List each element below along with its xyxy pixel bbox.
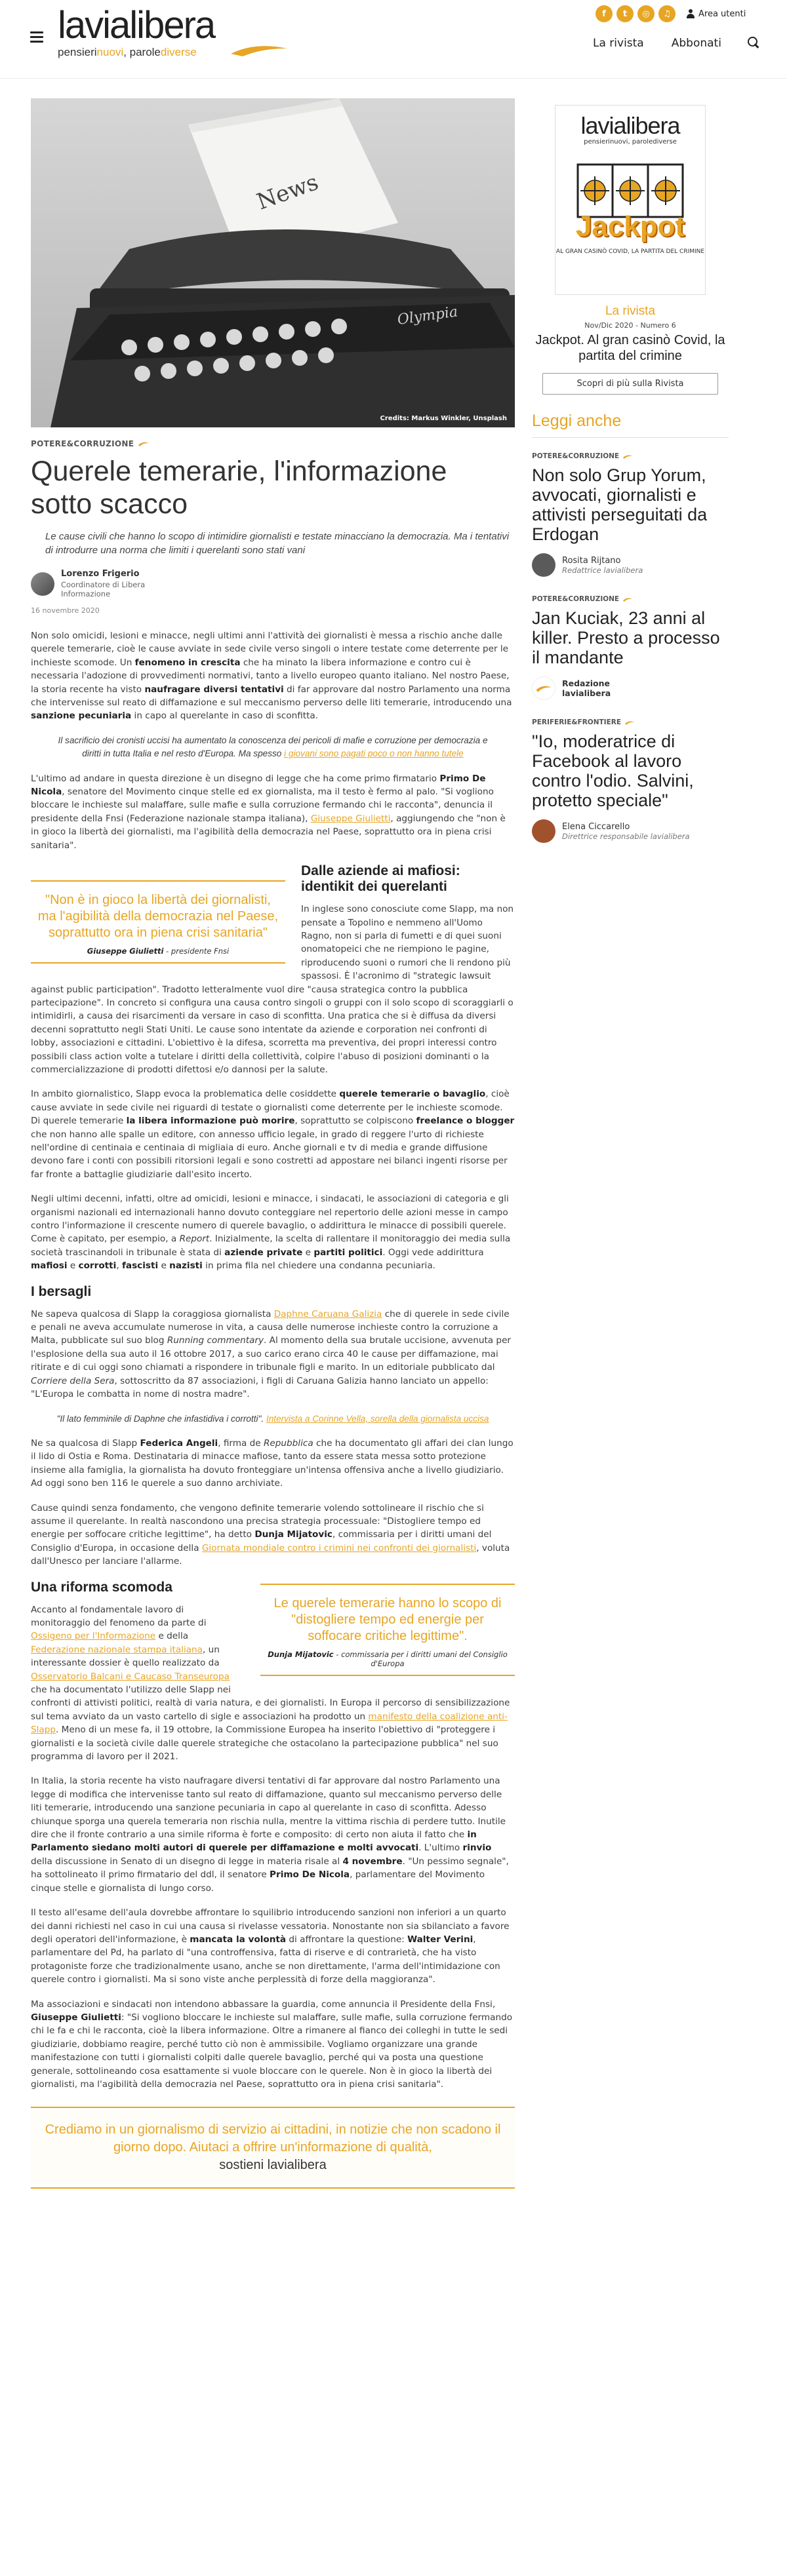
facebook-icon[interactable]: f	[595, 5, 613, 22]
category-swoosh-icon	[622, 454, 633, 459]
support-banner[interactable]: Crediamo in un giornalismo di servizio ai cittadini, in notizie che non scadono il giorno dopo. Aiutaci a offrire un'informazione di qualità, sostieni lavialibera	[31, 2107, 515, 2189]
paragraph: Negli ultimi decenni, infatti, oltre ad omicidi, lesioni e minacce, i sindacati, le associazioni di categoria e gli organismi nazionali ed internazionali hanno dovuto conteggiare nel repertorio delle azioni messe in campo contro l'informazione il crescente numero di querele bavaglio, o addirittura le minacce di possibili querele. Come è capitato, per esempio, a Report. Inizialmente, la scelta di rallentare il monitoraggio dei media sulla società trascinandoli in tribunale è stata di aziende private e partiti politici. Oggi vede addirittura mafiosi e corrotti, fascisti e nazisti in prima fila nel chiedere una condanna pecuniaria.	[31, 1194, 511, 1272]
site-logo[interactable]	[58, 4, 214, 59]
related-title[interactable]: Jan Kuciak, 23 anni al killer. Presto a processo il mandante	[532, 608, 720, 667]
rivista-issue: Nov/Dic 2020 - Numero 6	[584, 321, 676, 330]
paragraph: Non solo omicidi, lesioni e minacce, negli ultimi anni l'attività dei giornalisti è messa a rischio anche dalle querele temerarie, cioè le cause avviate in sede civile verso singoli o intere testate come deterrente per le inchieste scomode. Un fenomeno in crescita che ha minato la libera informazione e contro cui è necessaria l'adozione di provvedimenti normativi, tanto a livello europeo quanto italiano. Nel nostro Paese, la storia recente ha visto naufragare diversi tentativi di far approvare dal nostro Parlamento una norma che intervenisse sul reato di diffamazione e sul meccanismo perverso delle liti temerarie, introducendo una sanzione pecuniaria in capo al querelante in caso di sconfitta.	[31, 631, 512, 722]
paragraph: In Italia, la storia recente ha visto naufragare diversi tentativi di far approvare dal nostro Parlamento una legge di modifica che intervenisse tanto sul reato di diffamazione, quanto sul meccanismo perverso delle liti temerarie, introducendo una sanzione pecuniaria in capo al querelante in caso di sconfitta. Adesso chiunque sporga una querela temeraria non rischia nulla, mentre la vittima rischia di perdere tutto. Inutile dire che il fronte contrario a una simile riforma è forte e composito: di certo non aiuta il fatto che in Parlamento siedano molti autori di querele per diffamazione e molti avvocati. L'ultimo rinvio della discussione in Senato di un disegno di legge in materia risale al 4 novembre. "Un pessimo segnale", ha sottolineato il primo firmatario del ddl, il senatore Primo De Nicola, parlamentare del Movimento cinque stelle e giornalista di lungo corso.	[31, 1776, 509, 1894]
menu-icon[interactable]	[30, 31, 43, 42]
fnsi-link[interactable]: Federazione nazionale stampa italiana	[31, 1644, 203, 1655]
article-author[interactable]	[31, 569, 515, 598]
typewriter-illustration	[31, 98, 515, 427]
category-swoosh-icon	[622, 597, 633, 602]
image-credit: Credits: Markus Winkler, Unsplash	[380, 415, 507, 422]
paragraph: In inglese sono conosciute come Slapp, ma non pensate a Topolino e nemmeno all'Uomo Ragno, non si parla di fumetti e di quei suoni onomatopeici che ne riempiono le pagine, riproducendo suoni o rumori che li rendono più spassosi. È l'acronimo di "strategic lawsuit against public participation". Tradotto letteralmente vuol dire "causa strategica contro la pubblica partecipazione". In concreto si configura una causa contro singoli o gruppi con il solo scopo di scoraggiarli o intimidirli, a causa dei risarcimenti da versare in caso di sconfitta. Una pratica che si è diffusa da diversi decenni soprattutto negli Stati Uniti. Le cause sono intentate da aziende e corporation nei confronti di lobby, associazioni e cittadini. L'obiettivo è la difesa, scorretta ma preventiva, dei propri interessi contro possibili class action volte a tutelare i diritti della collettività, colpire l'abuso di posizioni dominanti o la commercializzazione di prodotti difettosi e/o dannosi per la salute.	[31, 904, 514, 1075]
site-header	[0, 0, 787, 79]
nav-abbonati[interactable]: Abbonati	[671, 37, 721, 50]
section-heading: Una riforma scomoda	[31, 1579, 172, 1595]
giornata-link[interactable]: Giornata mondiale contro i crimini nei confronti dei giornalisti	[201, 1542, 477, 1553]
paragraph: Accanto al fondamentale lavoro di monitoraggio del fenomeno da parte di Ossigeno per l'Informazione e della Federazione nazionale stampa italiana, un interessante dossier è quello realizzato da Osservatorio Balcani e Caucaso Transeuropa che ha documentato l'utilizzo delle Slapp nei confronti di attivisti politici, realtà di varia natura, e dei giornalisti. In Europa il percorso di sensibilizzazione sul tema avviato da un vasto cartello di sigle e associazioni ha prodotto un manifesto della coalizione anti-Slapp. Meno di un mese fa, il 19 ottobre, la Commissione Europea ha inserito l'obiettivo di "proteggere i giornalisti e la società civile dalle querele strategiche che ostacolano la partecipazione pubblica" nel suo programma di lavoro per il 2021.	[31, 1604, 510, 1763]
article-body	[31, 629, 515, 2189]
paragraph: Cause quindi senza fondamento, che vengono definite temerarie volendo sottolineare il rischio che si assume il querelante. In realtà nascondono una precisa strategia processuale: "Distogliere tempo ed energie per soffocare critiche legittime", ha detto Dunja Mijatovic, commissaria per i diritti umani del Consiglio d'Europa, in occasione della Giornata mondiale contro i crimini nei confronti dei giornalisti, voluta dall'Unesco per lanciare l'allarme.	[31, 1502, 510, 1567]
related-note: Il sacrificio dei cronisti uccisi ha aumentato la conoscenza dei pericoli di mafie e corruzione per democrazia e diritti in tutta Italia e nel resto d'Europa. Ma spesso i giovani sono pagati poco o non hanno tutele	[58, 735, 488, 759]
article	[31, 439, 515, 2189]
svg-text:News: News	[253, 168, 322, 216]
giulietti-link[interactable]: Giuseppe Giulietti	[310, 813, 391, 824]
sidebar	[532, 98, 729, 843]
related-note: "Il lato femminile di Daphne che infastidiva i corrotti". Intervista a Corinne Vella, sorella della giornalista uccisa	[56, 1413, 489, 1424]
paragraph: L'ultimo ad andare in questa direzione è un disegno di legge che ha come primo firmatario Primo De Nicola, senatore del Movimento cinque stelle ed ex giornalista, ma il testo è fermo al palo. "Si vogliono bloccare le inchieste sul malaffare, sulle mafie e sulla corruzione fermando chi le racconta", denuncia il presidente della Fnsi (Federazione nazionale stampa italiana), Giuseppe Giulietti, aggiungendo che "non è in gioco la libertà dei giornalisti, ma l'agibilità della democrazia nel Paese, soprattutto ora in piena crisi sanitaria".	[31, 773, 506, 851]
hero-image	[31, 98, 515, 427]
user-icon	[686, 9, 695, 18]
logo-swoosh-icon	[535, 684, 552, 692]
article-title: Querele temerarie, l'informazione sotto scacco	[31, 456, 447, 520]
daphne-link[interactable]: Daphne Caruana Galizia	[273, 1308, 382, 1319]
logo-swoosh-icon	[230, 43, 289, 58]
article-category[interactable]: POTERE&CORRUZIONE	[31, 439, 515, 448]
area-utenti-link[interactable]: Area utenti	[686, 9, 746, 19]
instagram-icon[interactable]: ◎	[637, 5, 655, 22]
magazine-cover[interactable]: lavialibera pensierinuovi, parolediverse Jackpot AL GRAN CASINÒ COVID, LA PARTITA DEL CRIMINE	[555, 105, 706, 295]
podcast-icon[interactable]: ♫	[658, 5, 676, 22]
svg-text:Olympia: Olympia	[396, 303, 459, 328]
paragraph: In ambito giornalistico, Slapp evoca la problematica delle cosiddette querele temerarie o bavaglio, cioè cause avviate in sede civile nei riguardi di testate o giornalisti come deterrente per le inchieste scomode. Di querele temerarie la libera informazione può morire, soprattutto se colpiscono freelance o blogger che non hanno alle spalle un editore, con annesso ufficio legale, in grado di reggere l'urto di richieste nell'ordine di centinaia e centinaia di migliaia di euro. Anche giornali e tv di media e grande diffusione devono fare i conti con possibili ritorsioni legali e sono costretti ad appostare nei bilanci ingenti risorse per far fronte a battaglie giudiziarie dall'esito incerto.	[31, 1089, 515, 1180]
logo-tagline: pensierinuovi, parolediverse	[58, 46, 197, 58]
related-title[interactable]: "Io, moderatrice di Facebook al lavoro contro l'odio. Salvini, protetto speciale"	[532, 732, 694, 810]
author-name: Lorenzo Frigerio	[61, 569, 140, 579]
paragraph: Ma associazioni e sindacati non intendono abbassare la guardia, come annuncia il Presidente della Fnsi, Giuseppe Giulietti: "Si vogliono bloccare le inchieste sul malaffare, sulle mafie, sulla corruzione fermando chi le fa e chi le racconta, cioè la libera informazione. Oltre a rimanere al fianco dei colleghi in tutte le sedi giudiziarie, dobbiamo reagire, perché tutto ciò non è ammissibile. Vogliamo organizzare una grande manifestazione con tutti i giornalisti colpiti dalle querele bavaglio, perché qui va posta una questione generale, sottolineando cosa esattamente si vuole bloccare con le querele. Non è in gioco la libertà dei giornalisti, ma l'agibilità della democrazia nel Paese, soprattutto ora in piena crisi sanitaria".	[31, 1999, 513, 2090]
scopri-rivista-button[interactable]: Scopri di più sulla Rivista	[542, 373, 718, 395]
related-article[interactable]: POTERE&CORRUZIONE Jan Kuciak, 23 anni al killer. Presto a processo il mandante Redazione lavialibera	[532, 595, 729, 700]
manifesto-link[interactable]: manifesto della coalizione anti-Slapp	[31, 1711, 508, 1736]
avatar	[532, 553, 555, 577]
category-swoosh-icon	[624, 720, 635, 725]
article-date: 16 novembre 2020	[31, 606, 100, 615]
avatar	[31, 572, 54, 596]
article-lead: Le cause civili che hanno lo scopo di intimidire giornalisti e testate minacciano la democrazia. Ma i tentativi di introdurre una norma che limiti i querelanti sono stati vani	[45, 531, 510, 556]
main-nav	[593, 37, 721, 50]
related-title[interactable]: Non solo Grup Yorum, avvocati, giornalisti e attivisti perseguitati da Erdogan	[532, 465, 708, 544]
search-icon[interactable]	[748, 37, 759, 49]
category-swoosh-icon	[138, 441, 150, 446]
rivista-title[interactable]: Jackpot. Al gran casinò Covid, la partita del crimine	[535, 333, 725, 363]
rivista-label: La rivista	[605, 304, 656, 318]
related-link[interactable]: Intervista a Corinne Vella, sorella della giornalista uccisa	[266, 1413, 489, 1424]
social-links	[595, 5, 746, 22]
leggi-anche-heading: Leggi anche	[532, 412, 729, 438]
pull-quote: "Non è in gioco la libertà dei giornalisti, ma l'agibilità della democrazia nel Paese, soprattutto ora in piena crisi sanitaria" Giuseppe Giulietti - presidente Fnsi	[31, 880, 285, 964]
author-role: Coordinatore di Libera Informazione	[61, 580, 146, 598]
related-link[interactable]: i giovani sono pagati poco o non hanno tutele	[284, 749, 464, 759]
avatar	[532, 819, 555, 843]
paragraph: Ne sapeva qualcosa di Slapp la coraggiosa giornalista Daphne Caruana Galizia che di querele in sede civile e penali ne aveva accumulate numerose in vita, a causa delle numerose inchieste contro la corruzione a Malta, pubblicate sul suo blog Running commentary. Al momento della sua brutale uccisione, avvenuta per l'esplosione della sua auto il 16 ottobre 2017, a suo carico erano circa 40 le cause per diffamazione, mai ritirate e di cui oggi sono chiamati a rispondere in tribunale figli e marito. In un editoriale pubblicato dal Corriere della Sera, sottoscritto da 87 associazioni, i figli di Caruana Galizia hanno lanciato un appello: "L'Europa le combatta in nome di nostra madre".	[31, 1308, 512, 1400]
section-heading: Dalle aziende ai mafiosi: identikit dei querelanti	[301, 863, 460, 895]
avatar	[532, 676, 555, 700]
twitter-icon[interactable]: t	[616, 5, 634, 22]
section-heading: I bersagli	[31, 1283, 92, 1299]
ossigeno-link[interactable]: Ossigeno per l'Informazione	[31, 1631, 156, 1642]
pull-quote: Le querele temerarie hanno lo scopo di "distogliere tempo ed energie per soffocare critiche legittime". Dunja Mijatovic - commissaria per i diritti umani del Consiglio d'Europa	[260, 1584, 515, 1676]
paragraph: Ne sa qualcosa di Slapp Federica Angeli, firma de Repubblica che ha documentato gli affari dei clan lungo il lido di Ostia e Roma. Destinataria di minacce mafiose, tanto da essere stata messa sotto protezione insieme alla famiglia, la giornalista ha dovuto fronteggiare un'intensa offensiva anche a livello giudiziario. Ad oggi sono ben 116 le querele a suo danno archiviate.	[31, 1437, 514, 1489]
paragraph: Il testo all'esame dell'aula dovrebbe affrontare lo squilibrio introducendo sanzioni non inferiori a un quarto dei danni richiesti nel caso in cui una causa si rivelasse vessatoria. Nonostante non sia sbilanciato a favore degli operatori dell'informazione, è mancata la volontà di affrontare la questione: Walter Verini, parlamentare del Pd, ha parlato di "una controffensiva, fatta di riserve e di contrarietà, che ha visto protagoniste forze che tradizionalmente usano, anche se non direttamente, l'arma dell'intimidazione con querele contro i giornalisti. Ma si sono viste anche perplessità di forze della maggioranza".	[31, 1907, 510, 1985]
related-article[interactable]: PERIFERIE&FRONTIERE "Io, moderatrice di Facebook al lavoro contro l'odio. Salvini, protetto speciale" Elena Ciccarello Direttrice responsabile lavialibera	[532, 718, 729, 843]
nav-la-rivista[interactable]: La rivista	[593, 37, 644, 50]
obct-link[interactable]: Osservatorio Balcani e Caucaso Transeuropa	[31, 1671, 230, 1682]
related-article[interactable]: POTERE&CORRUZIONE Non solo Grup Yorum, avvocati, giornalisti e attivisti perseguitati da Erdogan Rosita Rijtano Redattrice lavialibera	[532, 452, 729, 577]
logo-wordmark: lavialibera	[58, 4, 215, 47]
